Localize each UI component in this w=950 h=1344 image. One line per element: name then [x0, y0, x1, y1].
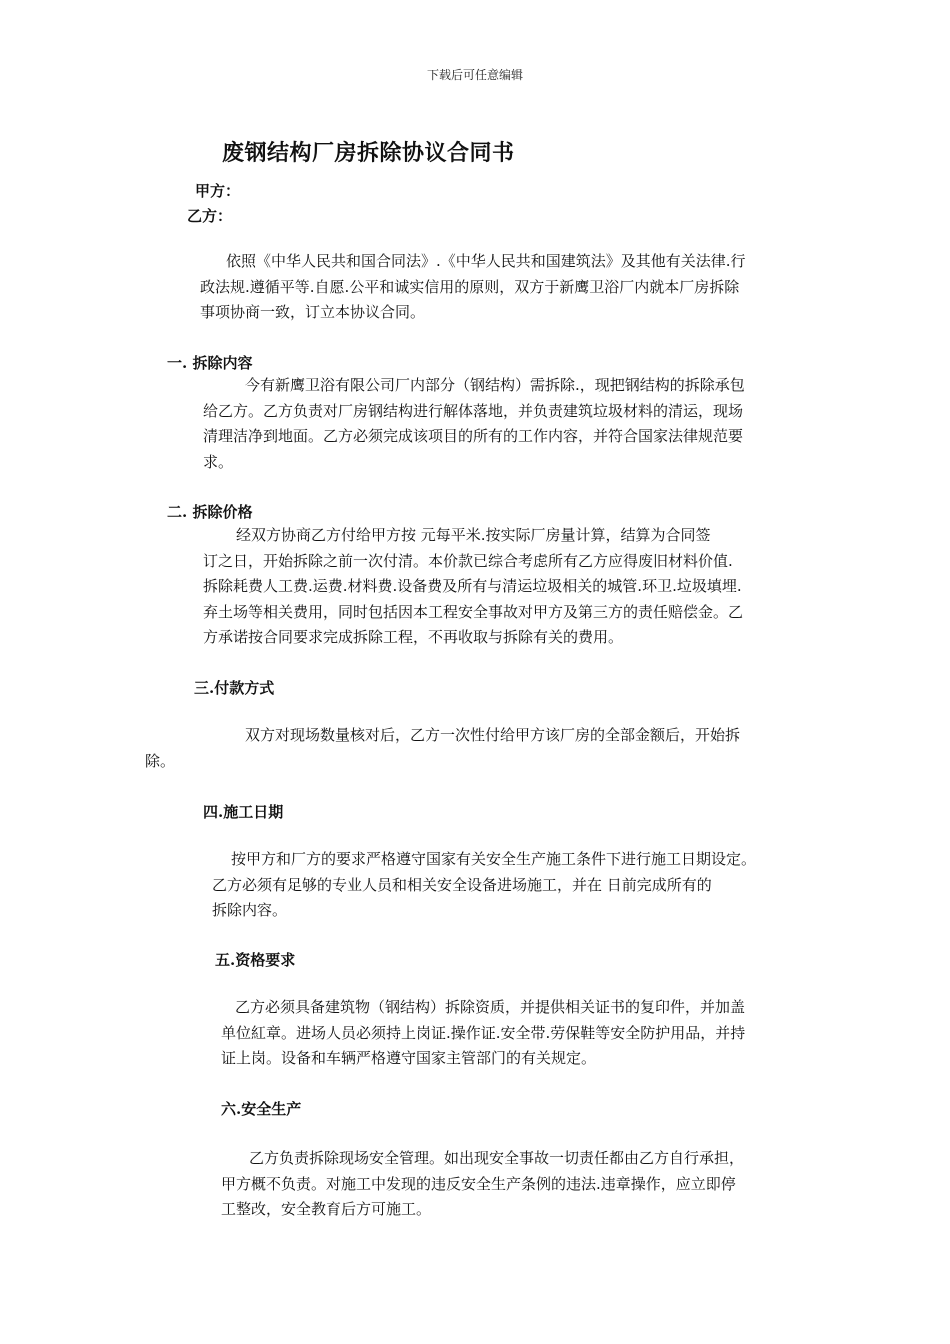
section-2-paragraph: [203, 523, 743, 651]
intro-paragraph: [200, 249, 746, 326]
section-line: 今有新鹰卫浴有限公司厂内部分（钢结构）需拆除.，现把钢结构的拆除承包: [245, 376, 745, 394]
section-line: 订之日，开始拆除之前一次付清。本价款已综合考虑所有乙方应得废旧材料价值.: [203, 551, 733, 570]
header-note: 下载后可任意编辑: [426, 68, 523, 82]
section-line: 拆除耗费人工费.运费.材料费.设备费及所有与清运垃圾相关的城管.环卫.垃圾填埋.: [203, 577, 742, 595]
intro-line: 事项协商一致，订立本协议合同。: [200, 303, 426, 321]
section-line: 除。: [145, 752, 176, 770]
section-heading-qualification: 五.资格要求: [215, 951, 296, 969]
section-1-paragraph: [203, 373, 745, 475]
party-b-label: 乙方：: [187, 207, 233, 225]
section-heading-content: 一. 拆除内容: [167, 354, 253, 372]
section-line: 清理洁净到地面。乙方必须完成该项目的所有的工作内容，并符合国家法律规范要: [203, 427, 744, 445]
intro-line: 政法规.遵循平等.自愿.公平和诚实信用的原则，双方于新鹰卫浴厂内就本厂房拆除: [200, 277, 740, 296]
section-line: 按甲方和厂方的要求严格遵守国家有关安全生产施工条件下进行施工日期设定。: [231, 850, 757, 868]
section-line: 乙方必须具备建筑物（钢结构）拆除资质，并提供相关证书的复印件，并加盖: [235, 998, 746, 1016]
section-line: 乙方负责拆除现场安全管理。如出现安全事故一切责任都由乙方自行承担，: [249, 1149, 745, 1167]
section-line: 证上岗。设备和车辆严格遵守国家主管部门的有关规定。: [221, 1049, 597, 1067]
section-heading-schedule: 四.施工日期: [203, 803, 284, 821]
section-line: 乙方必须有足够的专业人员和相关安全设备进场施工，并在 日前完成所有的: [212, 875, 712, 894]
section-line: 甲方概不负责。对施工中发现的违反安全生产条例的违法.违章操作，应立即停: [221, 1174, 736, 1193]
section-heading-payment: 三.付款方式: [194, 679, 275, 697]
section-line: 方承诺按合同要求完成拆除工程，不再收取与拆除有关的费用。: [203, 628, 624, 646]
section-line: 工整改，安全教育后方可施工。: [221, 1200, 432, 1218]
section-line: 给乙方。乙方负责对厂房钢结构进行解体落地，并负责建筑垃圾材料的清运，现场: [203, 401, 744, 420]
section-heading-price: 二. 拆除价格: [167, 503, 253, 521]
section-line: 经双方协商乙方付给甲方按 元每平米.按实际厂房量计算，结算为合同签: [236, 526, 711, 544]
section-line: 弃土场等相关费用，同时包括因本工程安全事故对甲方及第三方的责任赔偿金。乙: [203, 602, 744, 621]
section-4-paragraph: [212, 847, 756, 924]
section-heading-safety: 六.安全生产: [221, 1100, 302, 1118]
section-line: 求。: [203, 452, 234, 471]
section-line: 拆除内容。: [212, 901, 288, 919]
section-5-paragraph: [221, 995, 745, 1072]
section-line: 单位紅章。进场人员必须持上岗证.操作证.安全带.劳保鞋等安全防护用品，并持: [221, 1023, 746, 1042]
party-a-label: 甲方：: [195, 182, 241, 200]
section-6-paragraph: [221, 1146, 744, 1223]
section-line: 双方对现场数量核对后，乙方一次性付给甲方该厂房的全部金额后，开始拆: [245, 726, 741, 744]
document-title: 废钢结构厂房拆除协议合同书: [222, 140, 515, 166]
intro-line: 依照《中华人民共和国合同法》.《中华人民共和国建筑法》及其他有关法律.行: [226, 252, 746, 270]
